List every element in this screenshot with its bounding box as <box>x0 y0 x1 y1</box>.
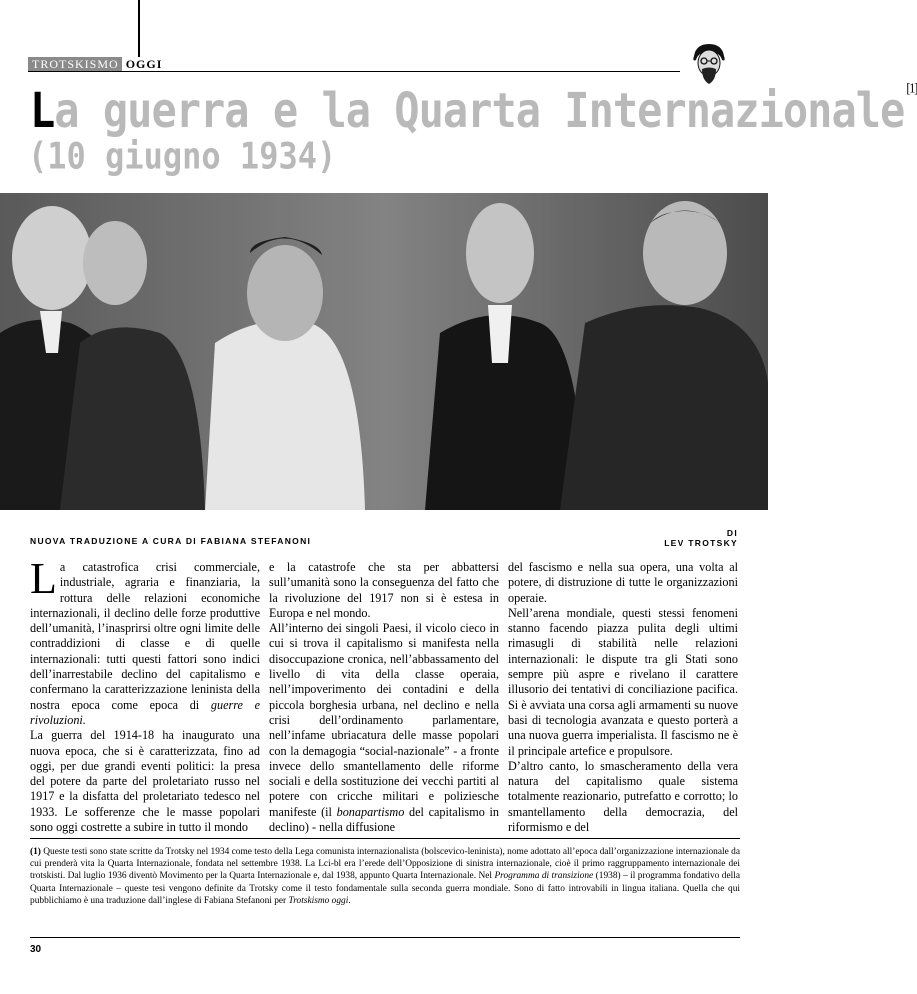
footnote-text: . <box>348 895 351 906</box>
footnote-text: (1938) – il programma fondativo della Quarta Internazionale – queste tesi vengono definite da Trotsky come il testo fondamentale sulla seconda guerra mondiale. Sono di fatto introvabili in lingua italiana. Quella che qui pubblichiamo è una traduzione dall’inglese di Fabiana Stefanoni per <box>30 871 740 906</box>
historical-photo <box>0 193 768 510</box>
paragraph: e la catastrofe che sta per abbattersi sull’umanità sono la conseguenza del fatto che la rivoluzione del 1917 non si è estesa in Europa e nel mondo. <box>269 560 499 620</box>
footnote-emphasis: Trotskismo oggi <box>288 895 349 906</box>
author-credit <box>664 528 738 548</box>
trotsky-portrait-icon <box>686 40 732 86</box>
article-date: (10 giugno 1934) <box>28 134 337 178</box>
paragraph: D’altro canto, lo smascheramento della vera natura del capitalismo quale sistema totalmente reazionario, putrefatto e corrotto; lo smantellamento della democrazia, del riformismo e del <box>508 758 738 835</box>
rubric-part1: TROTSKISMO <box>28 57 122 71</box>
footnote <box>30 846 740 907</box>
header-vertical-rule <box>138 0 140 60</box>
paragraph: del fascismo e nella sua opera, una volta al potere, di distruzione di tutte le organizzazioni operaie. <box>508 560 738 605</box>
translation-credit: NUOVA TRADUZIONE A CURA DI FABIANA STEFANONI <box>30 536 312 546</box>
rubric-part2: OGGI <box>122 57 167 71</box>
title-rest: a guerra e la Quarta Internazionale <box>54 82 905 139</box>
body-column-3 <box>508 560 738 833</box>
paragraph-text: del capitalismo in declino) - nella diffusione <box>269 804 499 835</box>
emphasis: bonapartismo <box>336 804 405 819</box>
footnote-text: Queste testi sono state scritte da Trotsky nel 1934 come testo della Lega comunista internazionalista (bolscevico-leninista), nome adottato all’epoca dall’organizzazione internazionale da cui prenderà vita la Quarta Internazionale, fondata nel settembre 1938. La Lci-bl era l’erede dell’Opposizione di sinistra internazionale, cioè il primo raggruppamento internazionale dei trotskisti. Dal luglio 1936 diventò Movimento per la Quarta Internazionale e, dal 1938, appunto Quarta Internazionale. Nel <box>30 847 740 882</box>
footnote-emphasis: Programma di transizione <box>494 871 594 882</box>
author-prefix: DI <box>726 528 738 538</box>
paragraph-text: All’interno dei singoli Paesi, il vicolo cieco in cui si trova il capitalismo si manifesta nella disoccupazione cronica, nell’abbassamento del livello di vita della classe operaia, nell’impoverimento dei contadini e della piccola borghesia urbana, nel declino e nella crisi dell’ordinamento parlamentare, nell’infame ubriacatura delle masse popolari con la demagogia “social-nazionale” - a fronte invece dello smantellamento delle riforme sociali e della sostituzione dei vecchi partiti al potere con cricche militari e poliziesche manifeste (il <box>269 621 499 819</box>
page-number-rule <box>30 937 740 938</box>
article-body <box>30 554 740 835</box>
author-name: LEV TROTSKY <box>664 538 738 548</box>
section-rubric <box>28 57 166 72</box>
emphasis: guerre e rivoluzioni. <box>30 697 260 727</box>
body-column-2 <box>269 560 499 833</box>
paragraph: La guerra del 1914-18 ha inaugurato una nuova epoca, che si è caratterizzata, fino ad oggi, per due grandi eventi politici: la presa del potere da parte del proletariato russo nel 1917 e la disfatta del proletariato tedesco nel 1933. Le sofferenze che le masse popolari sono oggi costrette a subire in tutto il mondo <box>30 728 260 835</box>
paragraph: Nell’arena mondiale, questi stessi fenomeni stanno facendo piazza pulita degli ultimi rimasugli di stabilità nelle relazioni internazionali: le dispute tra gli Stati sono sempre più aspre e rivelano il carattere illusorio dei tentativi di conciliazione pacifica. Si è avviata una corsa agli armamenti su nuove basi di tecnologia avanzata e questo porterà a una nuova guerra imperialista. Il fascismo ne è il principale artefice e propulsore. <box>508 605 738 758</box>
drop-cap: L <box>30 554 57 603</box>
footnote-rule <box>30 838 740 839</box>
footnote-marker: (1) <box>30 847 41 857</box>
title-note-marker: [1] <box>906 79 917 96</box>
page-number: 30 <box>30 944 42 955</box>
article-title <box>30 79 917 139</box>
paragraph-text: a catastrofica crisi commerciale, industriale, agraria e finanziaria, la rottura delle relazioni economiche internazionali, il declino delle forze produttive dell’umanità, l’inasprirsi oltre ogni limite delle contraddizioni di classe e di quelle internazionali: tutti questi fattori sono indici dell’inarrestabile declino del capitalismo e confermano la caratterizzazione leninista della nostra epoca come epoca di <box>30 560 260 712</box>
paragraph <box>269 621 499 835</box>
body-column-1 <box>30 554 260 835</box>
paragraph <box>30 554 260 728</box>
title-first-letter: L <box>30 82 55 139</box>
